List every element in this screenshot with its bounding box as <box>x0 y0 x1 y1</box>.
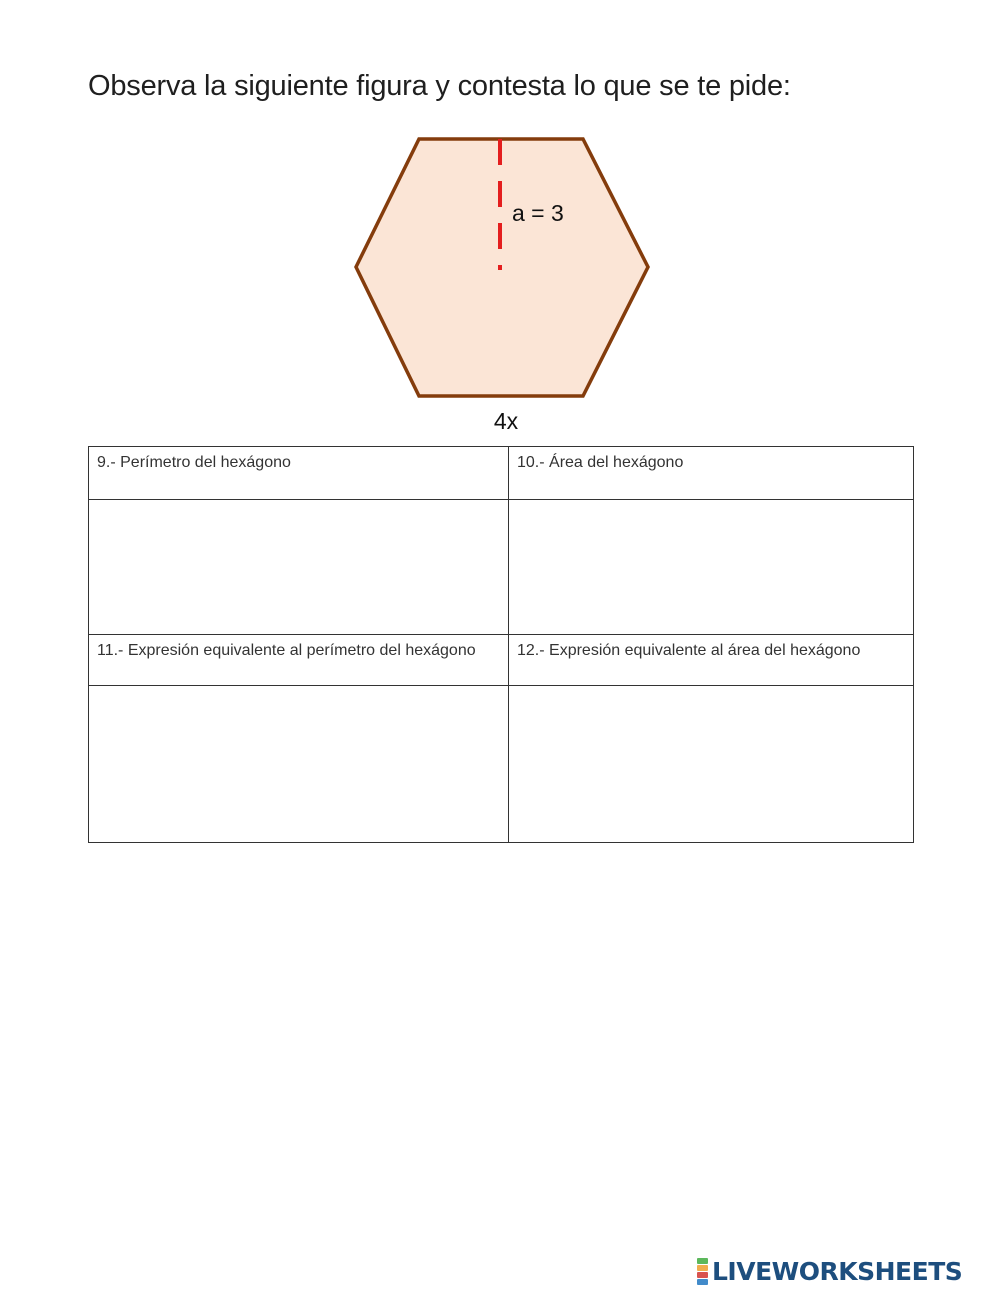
base-label: 4x <box>493 408 519 434</box>
hexagon-figure <box>340 125 670 415</box>
answer-10-field[interactable] <box>509 500 914 635</box>
logo-blocks-icon <box>697 1258 708 1285</box>
liveworksheets-logo <box>697 1256 962 1286</box>
question-11-label: 11.- Expresión equivalente al perímetro del hexágono <box>89 635 509 686</box>
question-10-label: 10.- Área del hexágono <box>509 447 914 500</box>
answer-11-field[interactable] <box>89 686 509 843</box>
answer-table <box>88 446 914 843</box>
answer-12-field[interactable] <box>509 686 914 843</box>
table-row <box>89 635 914 686</box>
question-9-label: 9.- Perímetro del hexágono <box>89 447 509 500</box>
table-row <box>89 500 914 635</box>
answer-9-field[interactable] <box>89 500 509 635</box>
table-row <box>89 447 914 500</box>
apothem-label: a = 3 <box>512 200 564 226</box>
logo-text: LIVEWORKSHEETS <box>712 1256 963 1286</box>
instruction-text: Observa la siguiente figura y contesta lo que se te pide: <box>88 70 791 102</box>
question-12-label: 12.- Expresión equivalente al área del hexágono <box>509 635 914 686</box>
table-row <box>89 686 914 843</box>
